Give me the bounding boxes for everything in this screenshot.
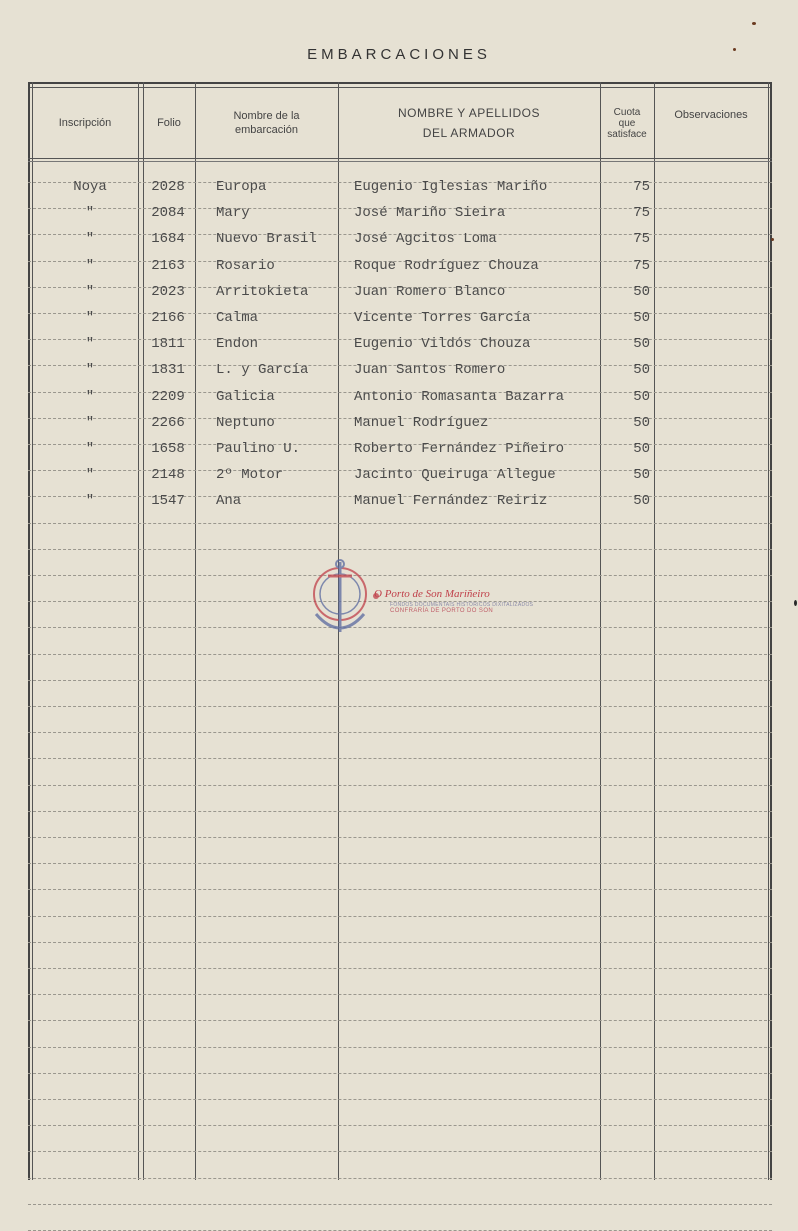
ruled-line [28, 1151, 772, 1152]
ruled-line [28, 968, 772, 969]
ruled-line [28, 706, 772, 707]
header-cuota-line1: Cuota [613, 106, 641, 118]
cell-armador: José Agcitos Loma [354, 231, 497, 248]
header-armador [338, 90, 600, 156]
ruled-line [28, 549, 772, 550]
cell-armador: José Mariño Sieira [354, 205, 506, 222]
cell-embarcacion: Nuevo Brasil [216, 231, 317, 248]
cell-inscripcion: " [85, 441, 95, 457]
table-row [28, 436, 772, 462]
ruled-line [28, 942, 772, 943]
cell-armador: Vicente Torres García [354, 310, 531, 326]
cell-inscripcion: " [85, 388, 95, 405]
cell-cuota: 50 [633, 441, 650, 457]
paper-speck [771, 238, 774, 241]
header-cuota [600, 90, 654, 156]
cell-folio: 2166 [151, 310, 185, 326]
ruled-line [28, 916, 772, 917]
cell-cuota: 50 [633, 467, 650, 484]
cell-folio: 1547 [151, 493, 185, 510]
header-observaciones: Observaciones [674, 109, 748, 121]
ruled-line [28, 785, 772, 786]
paper-speck [794, 600, 797, 606]
paper-speck [752, 22, 756, 25]
ruled-line [28, 654, 772, 655]
cell-armador: Jacinto Queiruga Allegue [354, 467, 556, 484]
cell-embarcacion: Rosario [216, 257, 275, 274]
cell-embarcacion: L. y García [216, 362, 309, 379]
cell-inscripcion: " [85, 414, 95, 431]
header-cuota-line2: que [618, 117, 636, 129]
cell-inscripcion: " [85, 493, 95, 510]
table-row [28, 384, 772, 410]
cell-inscripcion: " [85, 310, 95, 326]
header-embarcacion [195, 90, 338, 156]
table-row [28, 331, 772, 357]
cell-cuota: 75 [633, 231, 650, 248]
table-row [28, 462, 772, 488]
cell-folio: 2028 [151, 179, 185, 195]
table-row [28, 200, 772, 226]
cell-armador: Antonio Romasanta Bazarra [354, 388, 565, 405]
cell-embarcacion: Europa [216, 179, 267, 195]
table-top-border-inner [28, 87, 772, 88]
table-row [28, 279, 772, 305]
table-row [28, 305, 772, 331]
cell-cuota: 50 [633, 414, 650, 431]
table-row [28, 253, 772, 279]
cell-inscripcion: Noya [73, 179, 107, 195]
table-row [28, 226, 772, 252]
header-embarcacion-line1: Nombre de la [233, 110, 300, 122]
cell-inscripcion: " [85, 231, 95, 248]
paper-speck [733, 48, 736, 51]
ruled-line [28, 523, 772, 524]
cell-folio: 2163 [151, 257, 185, 274]
ruled-line [28, 1178, 772, 1179]
cell-cuota: 75 [633, 179, 650, 195]
cell-folio: 2023 [151, 283, 185, 300]
cell-embarcacion: Calma [216, 310, 259, 326]
table-top-border [28, 82, 772, 84]
cell-cuota: 50 [633, 310, 650, 326]
header-armador-line2: DEL ARMADOR [422, 126, 516, 140]
table-row [28, 410, 772, 436]
table-row [28, 357, 772, 383]
cell-embarcacion: Paulino U. [216, 441, 301, 457]
cell-inscripcion: " [85, 205, 95, 222]
ruled-line [28, 1020, 772, 1021]
cell-armador: Roque Rodríguez Chouza [354, 257, 539, 274]
header-embarcacion-line2: embarcación [235, 124, 298, 136]
cell-folio: 2084 [151, 205, 185, 222]
header-cuota-line3: satisface [607, 128, 647, 140]
ruled-line [28, 680, 772, 681]
cell-armador: Roberto Fernández Piñeiro [354, 441, 565, 457]
header-inscripcion: Inscripción [58, 117, 112, 129]
cell-cuota: 50 [633, 362, 650, 379]
ruled-line [28, 1099, 772, 1100]
header-armador-line1: NOMBRE Y APELLIDOS [398, 106, 540, 120]
ruled-line [28, 863, 772, 864]
cell-embarcacion: Ana [216, 493, 242, 510]
cell-cuota: 50 [633, 388, 650, 405]
ruled-line [28, 1125, 772, 1126]
header-bottom-rule-inner [28, 161, 772, 162]
cell-inscripcion: " [85, 283, 95, 300]
cell-armador: Eugenio Iglesias Mariño [354, 179, 548, 195]
cell-armador: Manuel Fernández Reiriz [354, 493, 548, 510]
cell-embarcacion: Neptuno [216, 414, 275, 431]
ruled-line [28, 1073, 772, 1074]
ruled-line [28, 994, 772, 995]
stamp-subtitle: FONDOS DOCUMENTAIS HISTÓRICOS DIXITALIZADOS [390, 602, 534, 608]
cell-folio: 1684 [151, 231, 185, 248]
cell-folio: 2266 [151, 414, 185, 431]
cell-cuota: 75 [633, 257, 650, 274]
page-title: EMBARCACIONES [307, 46, 491, 63]
header-folio: Folio [157, 117, 181, 129]
cell-folio: 1811 [151, 336, 185, 353]
stamp-title: O Porto de Son Mariñeiro [374, 588, 490, 600]
cell-embarcacion: Galicia [216, 388, 275, 405]
cell-cuota: 50 [633, 283, 650, 300]
cell-cuota: 50 [633, 493, 650, 510]
cell-cuota: 75 [633, 205, 650, 222]
cell-armador: Juan Romero Blanco [354, 283, 506, 300]
ruled-line [28, 889, 772, 890]
ruled-line [28, 1204, 772, 1205]
cell-armador: Manuel Rodríguez [354, 414, 489, 431]
ruled-line [28, 732, 772, 733]
cell-folio: 1831 [151, 362, 185, 379]
cell-inscripcion: " [85, 362, 95, 379]
cell-inscripcion: " [85, 257, 95, 274]
header-bottom-rule [28, 158, 772, 159]
cell-embarcacion: Endon [216, 336, 259, 353]
cell-folio: 2209 [151, 388, 185, 405]
cell-inscripcion: " [85, 336, 95, 353]
cell-inscripcion: " [85, 467, 95, 484]
cell-armador: Juan Santos Romero [354, 362, 506, 379]
stamp-organization: CONFRARÍA DE PORTO DO SON [390, 608, 494, 614]
cell-armador: Eugenio Vildós Chouza [354, 336, 531, 353]
ruled-line [28, 758, 772, 759]
ruled-line [28, 811, 772, 812]
cell-folio: 2148 [151, 467, 185, 484]
table-row [28, 174, 772, 200]
table-row [28, 488, 772, 514]
cell-embarcacion: Mary [216, 205, 250, 222]
cell-embarcacion: Arritokieta [216, 283, 309, 300]
cell-embarcacion: 2º Motor [216, 467, 284, 484]
cell-cuota: 50 [633, 336, 650, 353]
ruled-line [28, 837, 772, 838]
cell-folio: 1658 [151, 441, 185, 457]
ruled-line [28, 1047, 772, 1048]
